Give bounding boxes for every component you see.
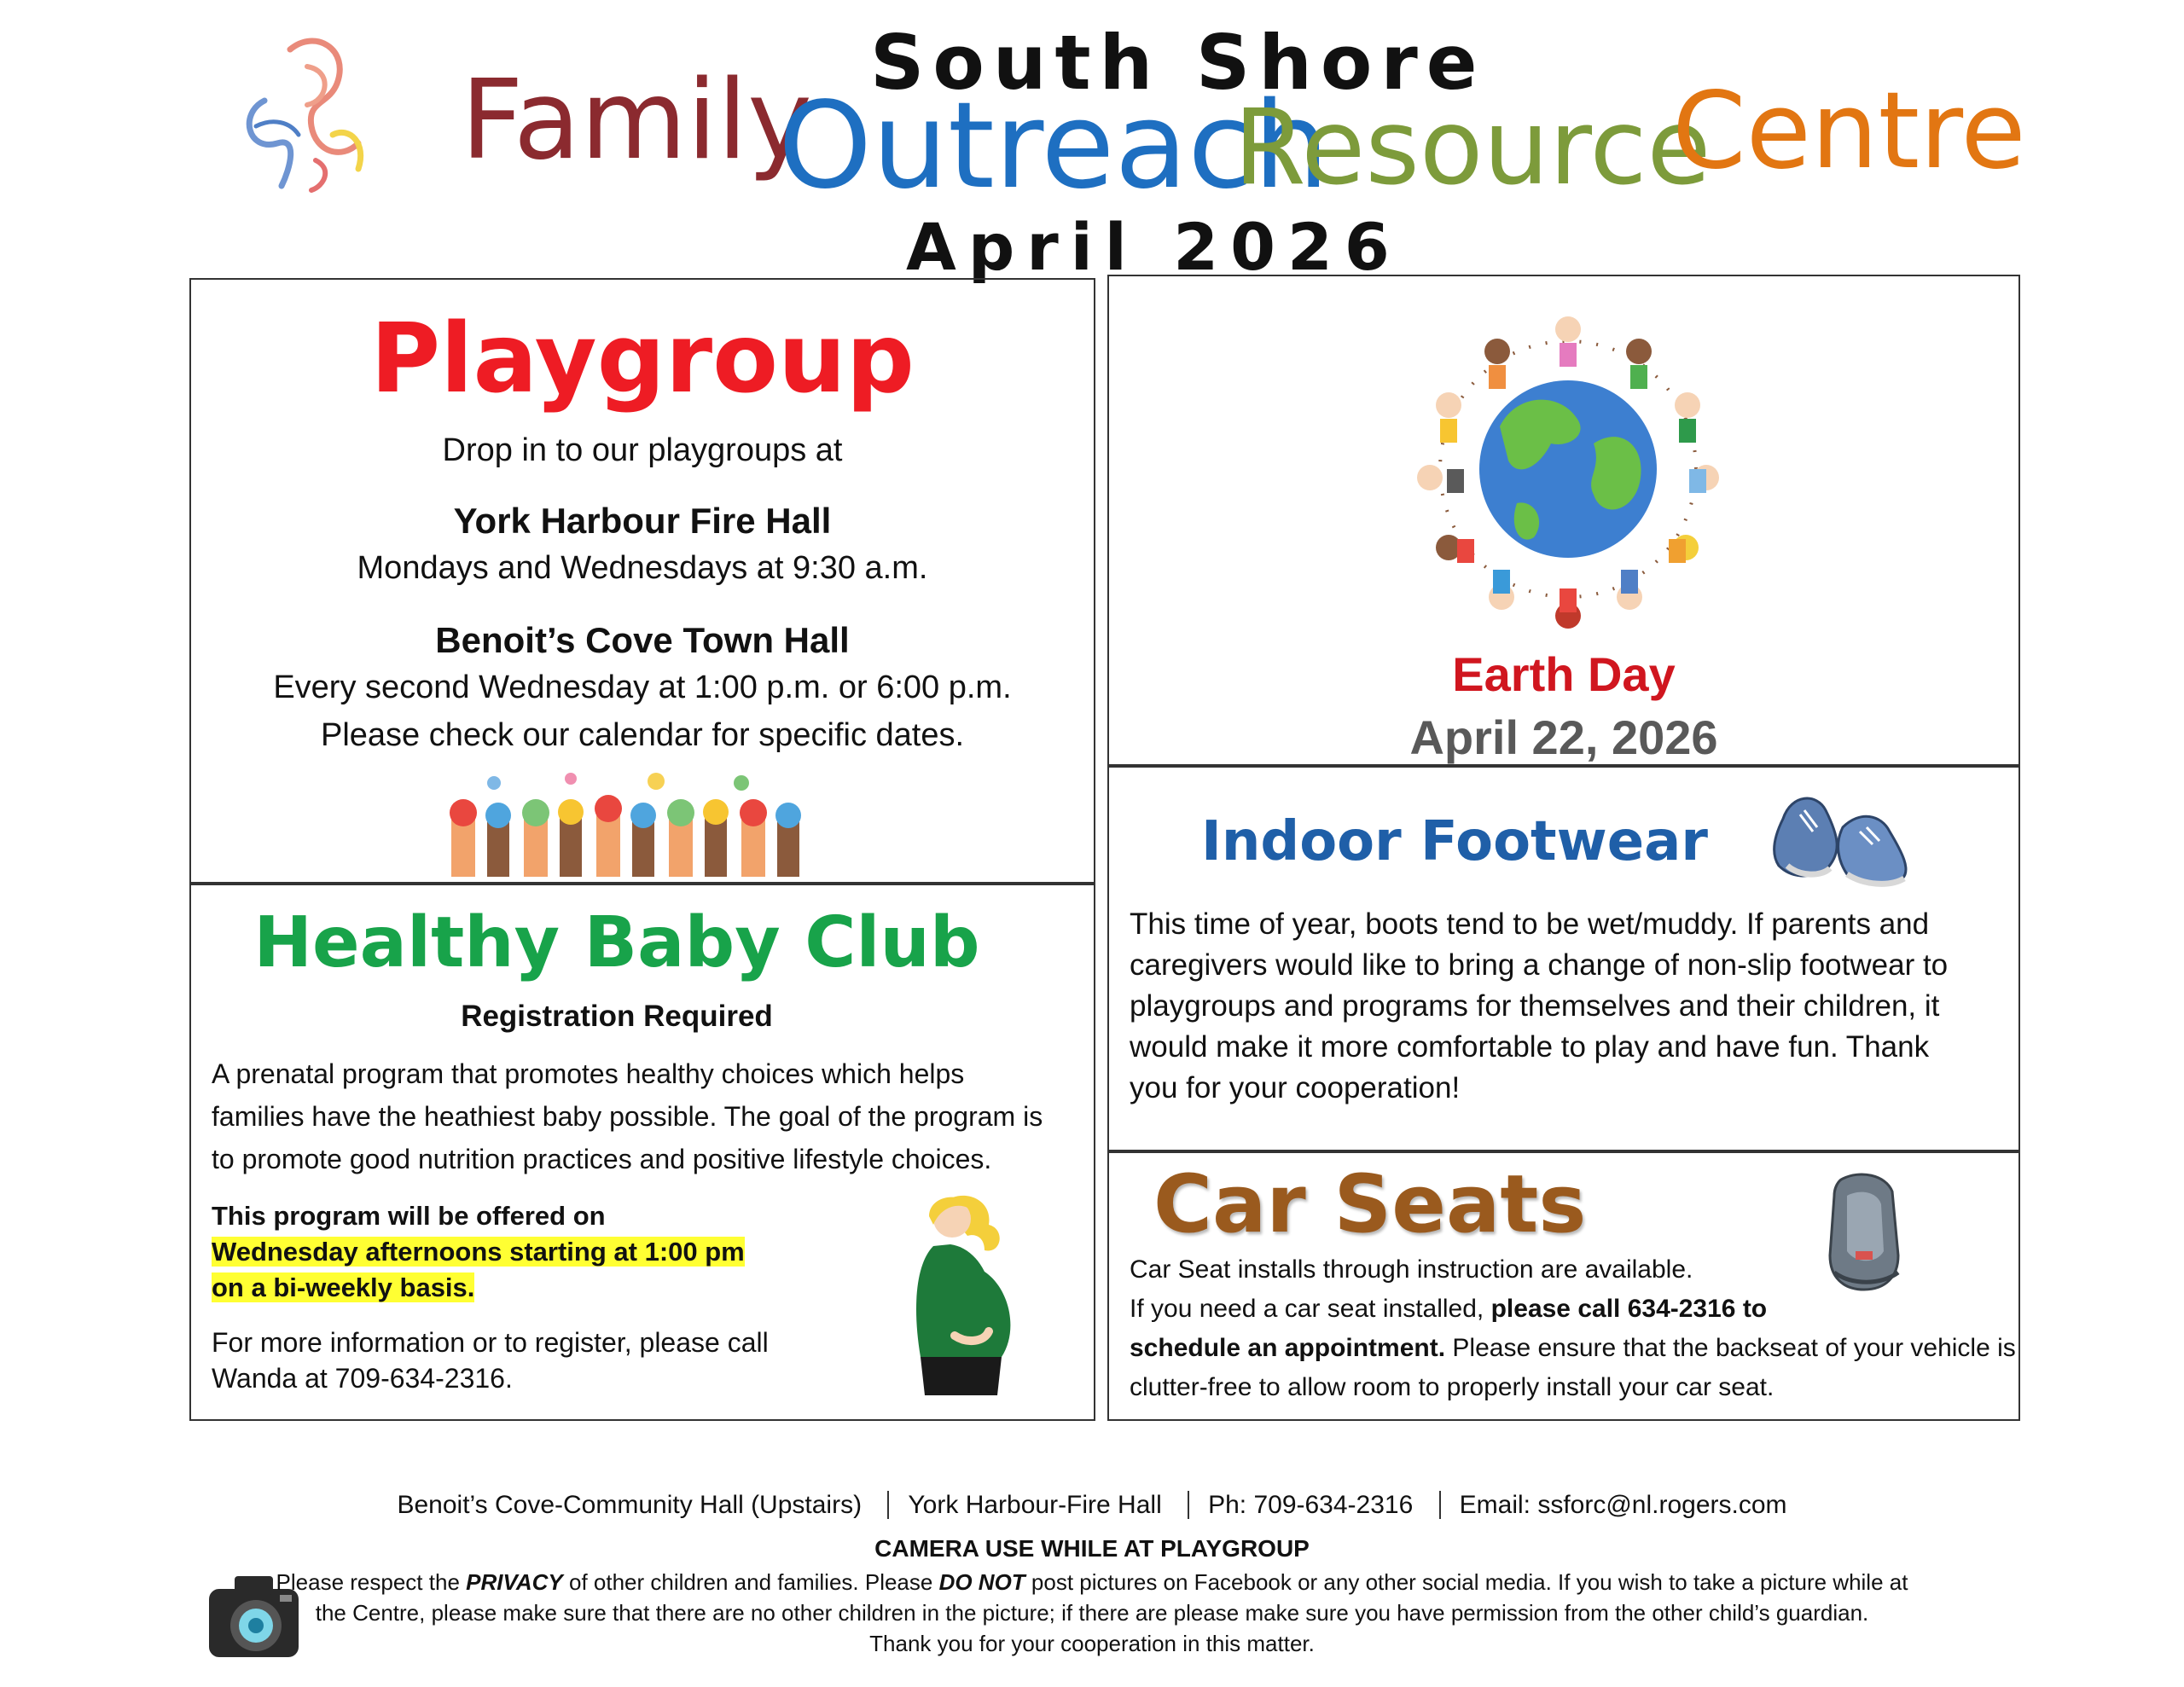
earth-children-illustration [1397, 299, 1739, 640]
healthy-baby-schedule-1 [212, 1237, 745, 1267]
playgroup-location-2: Benoit’s Cove Town Hall [435, 620, 850, 660]
highlight-schedule-1: Wednesday afternoons starting at 1:00 pm [212, 1237, 745, 1267]
pregnant-woman-illustration [882, 1186, 1036, 1400]
header-month: April 2026 [906, 209, 1402, 285]
playgroup-intro: Drop in to our playgroups at [442, 432, 843, 468]
healthy-baby-desc-2: families have the heathiest baby possible. The goal of the program is [212, 1101, 1043, 1132]
healthy-baby-offered: This program will be offered on [212, 1201, 606, 1231]
earth-day-panel [1107, 275, 2020, 768]
camera-policy-line-2: the Centre, please make sure that there are no other children in the picture; if there are please make sure you have permission from the other child’s guardian. [315, 1600, 1869, 1626]
header-south-shore: South Shore [870, 19, 1486, 107]
car-seats-title: Car Seats [1153, 1158, 1587, 1251]
footer-divider [1188, 1491, 1189, 1519]
policy-text-privacy: PRIVACY [466, 1569, 563, 1595]
car-seats-text-2b: please call 634-2316 to [1490, 1295, 1768, 1323]
playgroup-time-1: Mondays and Wednesdays at 9:30 a.m. [357, 550, 928, 586]
car-seat-illustration [1817, 1170, 1911, 1298]
healthy-baby-subtitle: Registration Required [461, 1000, 773, 1033]
playgroup-location-1: York Harbour Fire Hall [453, 501, 832, 541]
camera-policy-line-3: Thank you for your cooperation in this matter. [869, 1631, 1315, 1656]
indoor-footwear-title: Indoor Footwear [1201, 810, 1708, 873]
playgroup-note: Please check our calendar for specific dates. [320, 717, 965, 753]
footer-divider [887, 1491, 889, 1519]
car-seats-text-2a: If you need a car seat installed, [1130, 1295, 1491, 1323]
car-seats-text-3a: schedule an appointment. [1130, 1334, 1446, 1362]
camera-policy-line-1 [0, 1569, 2184, 1596]
healthy-baby-contact-2: Wanda at 709-634-2316. [212, 1363, 513, 1394]
header-resource: Resource [1234, 87, 1711, 208]
hands-illustration [443, 766, 818, 877]
healthy-baby-desc-1: A prenatal program that promotes healthy choices which helps [212, 1058, 965, 1089]
car-seats-text-4: clutter-free to allow room to properly install your car seat. [1130, 1373, 1774, 1401]
header-outreach: Outreach [778, 77, 1329, 216]
policy-text-do-not: DO NOT [938, 1569, 1025, 1595]
car-seats-text-3b: Please ensure that the backseat of your vehicle is [1445, 1334, 2016, 1362]
earth-day-title: Earth Day [1452, 647, 1676, 701]
car-seats-text-2 [1130, 1288, 1767, 1330]
highlight-schedule-2: on a bi-weekly basis. [212, 1272, 475, 1302]
footer-address-bar [0, 1491, 2184, 1520]
indoor-footwear-panel [1107, 764, 2020, 1153]
healthy-baby-title: Healthy Baby Club [253, 902, 980, 983]
footwear-text-1: This time of year, boots tend to be wet/muddy. If parents and [1130, 907, 1930, 941]
policy-text-a: Please respect the [276, 1569, 467, 1595]
header-centre: Centre [1672, 70, 2026, 193]
healthy-baby-schedule-2 [212, 1272, 474, 1303]
policy-text-e: post pictures on Facebook or any other social media. If you wish to take a picture while at [1025, 1569, 1908, 1595]
playgroup-panel [189, 278, 1095, 885]
camera-policy-title: CAMERA USE WHILE AT PLAYGROUP [874, 1535, 1310, 1562]
footer-divider [1439, 1491, 1441, 1519]
footwear-text-2: caregivers would like to bring a change of non-slip footwear to [1130, 948, 1949, 982]
playgroup-time-2: Every second Wednesday at 1:00 p.m. or 6:00 p.m. [273, 670, 1012, 705]
shoes-illustration [1766, 785, 1920, 896]
footer-address-1: Benoit’s Cove-Community Hall (Upstairs) [397, 1491, 863, 1519]
car-seats-text-3 [1130, 1327, 2016, 1370]
earth-day-date: April 22, 2026 [1409, 710, 1718, 764]
policy-text-c: of other children and families. Please [562, 1569, 939, 1595]
healthy-baby-contact-1: For more information or to register, please call [212, 1327, 769, 1358]
healthy-baby-panel [189, 882, 1095, 1421]
healthy-baby-desc-3: to promote good nutrition practices and positive lifestyle choices. [212, 1144, 992, 1174]
footwear-text-3: playgroups and programs for themselves and their children, it [1130, 989, 1940, 1023]
header-family: Family [461, 57, 812, 184]
footer-address-2: York Harbour-Fire Hall [908, 1491, 1162, 1519]
footwear-text-4: would make it more comfortable to play and have fun. Thank [1130, 1030, 1930, 1064]
car-seats-panel [1107, 1150, 2020, 1421]
logo-graphic [230, 32, 384, 194]
footer-email: Email: ssforc@nl.rogers.com [1459, 1491, 1787, 1519]
playgroup-title: Playgroup [370, 304, 915, 415]
footwear-text-5: you for your cooperation! [1130, 1071, 1461, 1104]
footer-phone: Ph: 709-634-2316 [1208, 1491, 1414, 1519]
car-seats-text-1: Car Seat installs through instruction are available. [1130, 1255, 1693, 1284]
